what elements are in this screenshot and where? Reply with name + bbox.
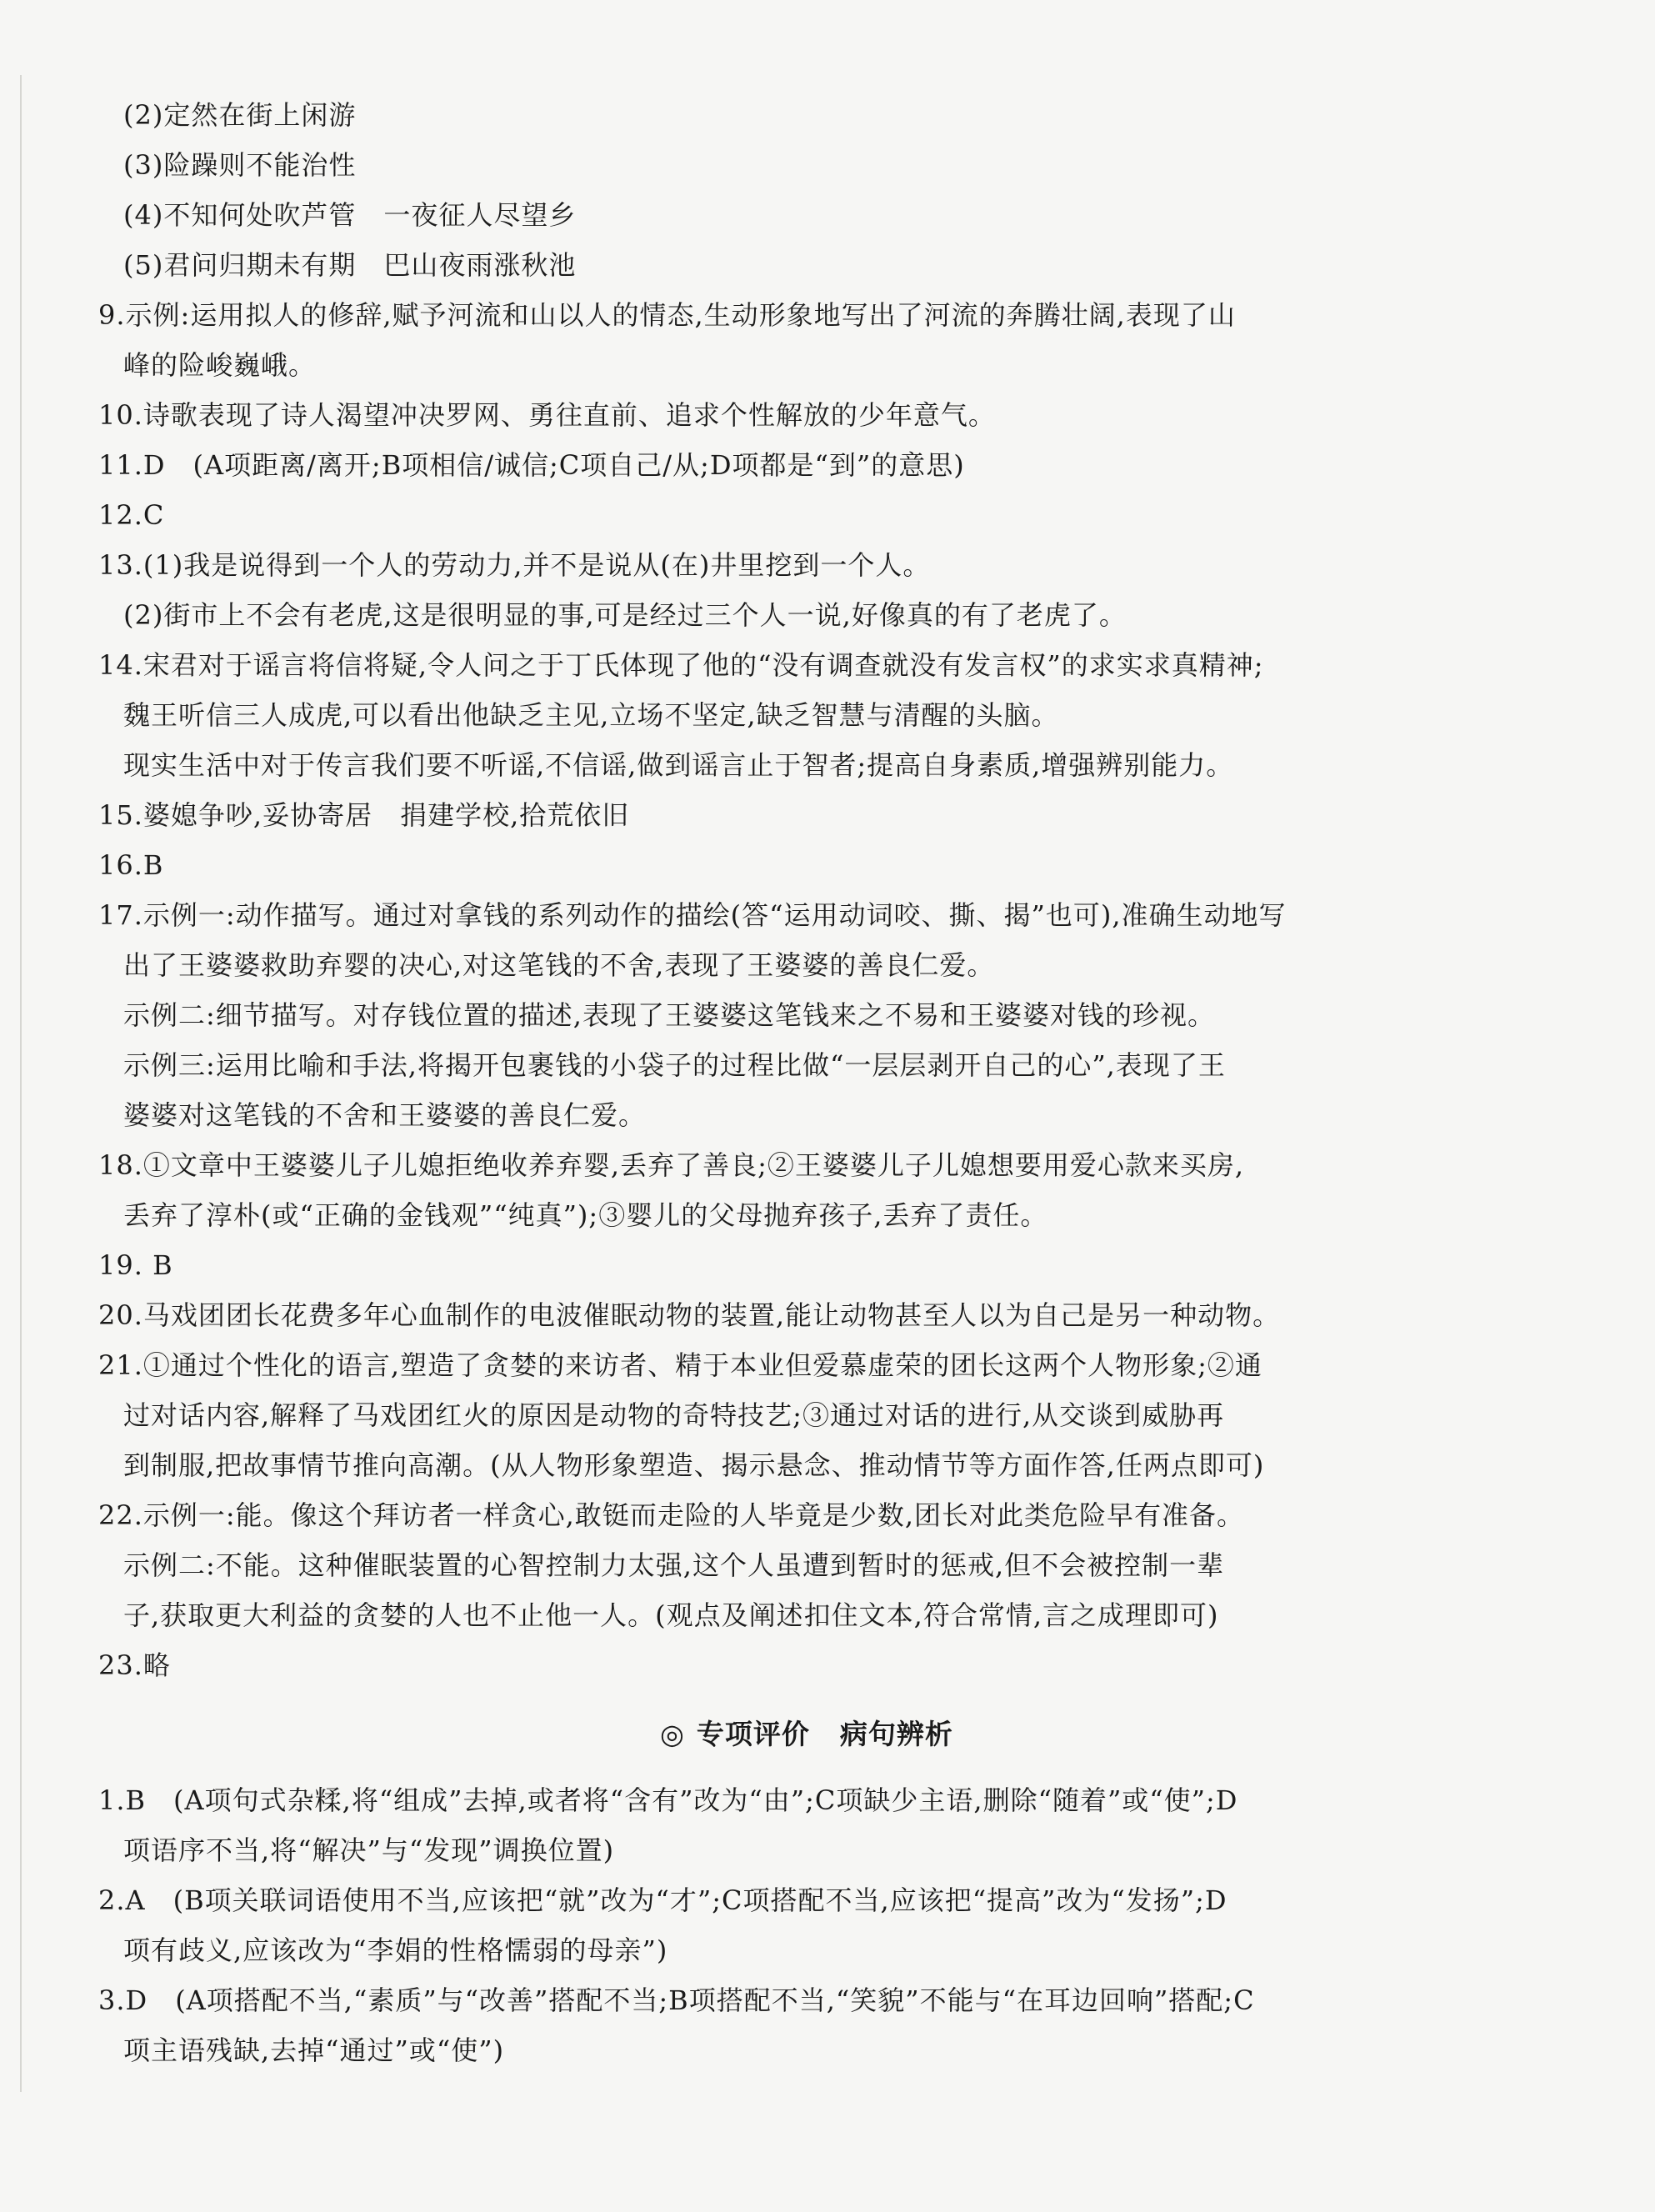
text-line: (5)君问归期未有期 巴山夜雨涨秋池 xyxy=(123,249,577,281)
text-line: 19. B xyxy=(98,1249,173,1281)
text-line: 3.D (A项搭配不当,“素质”与“改善”搭配不当;B项搭配不当,“笑貌”不能与“在耳边回响”搭配;C xyxy=(98,1984,1255,2016)
text-line: 21.①通过个性化的语言,塑造了贪婪的来访者、精于本业但爱慕虚荣的团长这两个人物形象;②通 xyxy=(98,1349,1262,1381)
text-line: 17.示例一:动作描写。通过对拿钱的系列动作的描绘(答“运用动词咬、撕、揭”也可),准确生动地写 xyxy=(98,899,1287,931)
section-answer-list xyxy=(98,1775,1515,2075)
text-line: 20.马戏团团长花费多年心血制作的电波催眠动物的装置,能让动物甚至人以为自己是另一种动物。 xyxy=(98,1299,1281,1331)
bullseye-icon: ◎ xyxy=(660,1718,685,1750)
section-title xyxy=(98,1697,1515,1772)
text-line: 11.D (A项距离/离开;B项相信/诚信;C项自己/从;D项都是“到”的意思) xyxy=(98,449,965,481)
text-line: 现实生活中对于传言我们要不听谣,不信谣,做到谣言止于智者;提高自身素质,增强辨别能力。 xyxy=(123,749,1234,781)
left-margin-rule xyxy=(20,75,22,2092)
answer-list xyxy=(98,90,1515,1690)
text-line: 示例三:运用比喻和手法,将揭开包裹钱的小袋子的过程比做“一层层剥开自己的心”,表现了王 xyxy=(123,1049,1226,1081)
text-line: 到制服,把故事情节推向高潮。(从人物形象塑造、揭示悬念、推动情节等方面作答,任两点即可) xyxy=(123,1449,1265,1481)
text-line: 15.婆媳争吵,妥协寄居 捐建学校,拾荒依旧 xyxy=(98,799,630,831)
text-line: 项有歧义,应该改为“李娟的性格懦弱的母亲”) xyxy=(123,1934,668,1966)
text-line: 婆婆对这笔钱的不舍和王婆婆的善良仁爱。 xyxy=(123,1099,647,1131)
text-line: 子,获取更大利益的贪婪的人也不止他一人。(观点及阐述扣住文本,符合常情,言之成理即可) xyxy=(123,1599,1219,1631)
text-line: 魏王听信三人成虎,可以看出他缺乏主见,立场不坚定,缺乏智慧与清醒的头脑。 xyxy=(123,699,1059,731)
text-line: 23.略 xyxy=(98,1649,171,1681)
text-line: 峰的险峻巍峨。 xyxy=(123,349,317,381)
text-line: 出了王婆婆救助弃婴的决心,对这笔钱的不舍,表现了王婆婆的善良仁爱。 xyxy=(123,949,995,981)
section-title-right: 病句辨析 xyxy=(839,1718,953,1750)
text-line: 18.①文章中王婆婆儿子儿媳拒绝收养弃婴,丢弃了善良;②王婆婆儿子儿媳想要用爱心款来买房, xyxy=(98,1149,1245,1181)
text-line: (2)街市上不会有老虎,这是很明显的事,可是经过三个人一说,好像真的有了老虎了。 xyxy=(123,599,1127,631)
text-line: 丢弃了淳朴(或“正确的金钱观”“纯真”);③婴儿的父母抛弃孩子,丢弃了责任。 xyxy=(123,1199,1048,1231)
text-line: 12.C xyxy=(98,499,165,531)
text-line: 10.诗歌表现了诗人渴望冲决罗网、勇往直前、追求个性解放的少年意气。 xyxy=(98,399,996,431)
section-title-left: 专项评价 xyxy=(696,1718,810,1750)
text-line: 过对话内容,解释了马戏团红火的原因是动物的奇特技艺;③通过对话的进行,从交谈到威胁再 xyxy=(123,1399,1225,1431)
text-line: 1.B (A项句式杂糅,将“组成”去掉,或者将“含有”改为“由”;C项缺少主语,删除“随着”或“使”;D xyxy=(98,1784,1238,1816)
text-line: 13.(1)我是说得到一个人的劳动力,并不是说从(在)井里挖到一个人。 xyxy=(98,549,931,581)
text-line: 示例二:不能。这种催眠装置的心智控制力太强,这个人虽遭到暂时的惩戒,但不会被控制一辈 xyxy=(123,1549,1225,1581)
text-line: 项语序不当,将“解决”与“发现”调换位置) xyxy=(123,1834,615,1866)
text-line: 示例二:细节描写。对存钱位置的描述,表现了王婆婆这笔钱来之不易和王婆婆对钱的珍视。 xyxy=(123,999,1215,1031)
text-line: 22.示例一:能。像这个拜访者一样贪心,敢铤而走险的人毕竟是少数,团长对此类危险早有准备。 xyxy=(98,1499,1245,1531)
text-line: 14.宋君对于谣言将信将疑,令人问之于丁氏体现了他的“没有调查就没有发言权”的求实求真精神; xyxy=(98,649,1264,681)
text-line: (2)定然在街上闲游 xyxy=(123,99,357,131)
page-content xyxy=(98,90,1515,2075)
text-line: 2.A (B项关联词语使用不当,应该把“就”改为“才”;C项搭配不当,应该把“提高”改为“发扬”;D xyxy=(98,1884,1228,1916)
text-line: (3)险躁则不能治性 xyxy=(123,149,357,181)
text-line: 项主语残缺,去掉“通过”或“使”) xyxy=(123,2034,505,2066)
text-line: 16.B xyxy=(98,849,164,881)
text-line: 9.示例:运用拟人的修辞,赋予河流和山以人的情态,生动形象地写出了河流的奔腾壮阔,表现了山 xyxy=(98,299,1236,331)
text-line: (4)不知何处吹芦管 一夜征人尽望乡 xyxy=(123,199,577,231)
